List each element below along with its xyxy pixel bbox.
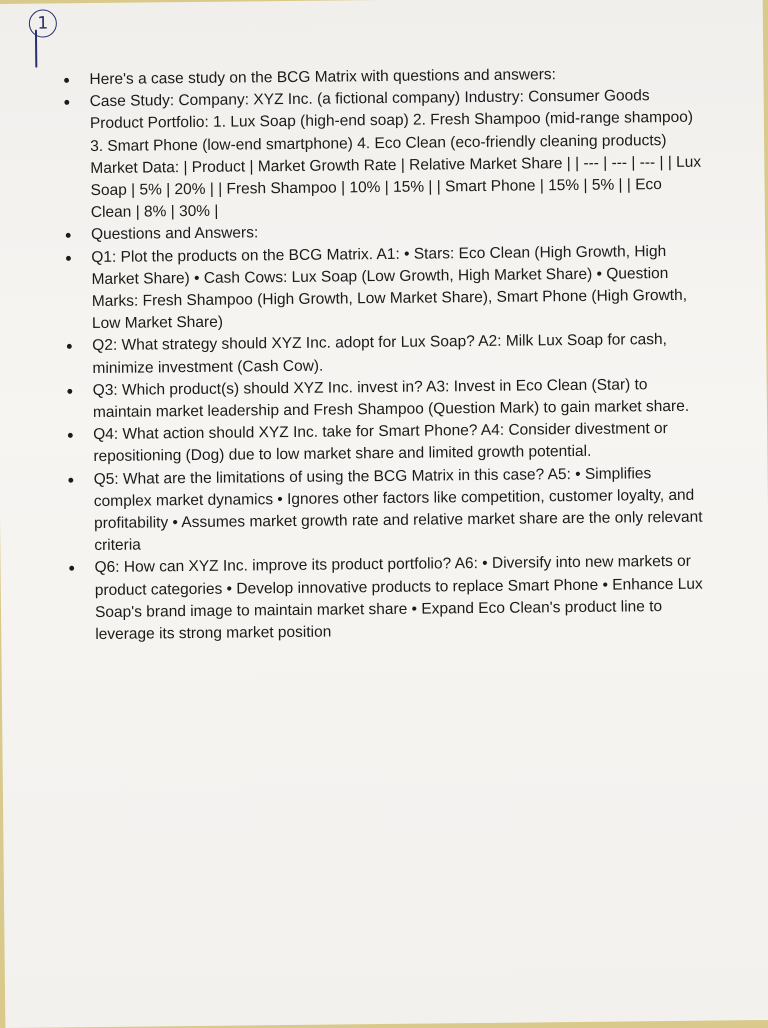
bullet-icon: • bbox=[68, 469, 75, 491]
bullet-icon: • bbox=[66, 336, 73, 358]
item-text: Questions and Answers: bbox=[91, 225, 258, 244]
margin-pen-line bbox=[35, 30, 37, 68]
item-text: Case Study: Company: XYZ Inc. (a fictional company) Industry: Consumer Goods Product Portfolio: 1. Lux Soap (high-end soap) 2. Fresh Shampoo (mid-range shampoo) 3. Smart Phone (low-end smartphone) 4. Eco Clean (eco-friendly cleaning products) Market Data: | Product | Market Growth Rate | Relative Market Share | | --- | --- | --- | | Lux Soap | 5% | 20% | | Fresh Shampoo | 10% | 15% | | Smart Phone | 15% | 5% | | Eco Clean | 8% | 30% | bbox=[90, 87, 702, 221]
page-number-circle bbox=[29, 9, 57, 37]
list-item bbox=[60, 462, 711, 558]
bullet-icon: • bbox=[64, 91, 71, 113]
list-item bbox=[58, 329, 708, 380]
item-text: Q4: What action should XYZ Inc. take for Smart Phone? A4: Consider divestment or repositioning (Dog) due to low market share and limited growth potential. bbox=[93, 420, 668, 465]
case-study-list bbox=[55, 63, 711, 647]
list-item bbox=[59, 418, 709, 469]
bullet-icon: • bbox=[65, 225, 72, 247]
list-item bbox=[56, 85, 707, 225]
bullet-icon: • bbox=[67, 424, 74, 446]
item-text: Q5: What are the limitations of using the BCG Matrix in this case? A5: • Simplifies complex market dynamics • Ignores other factors like competition, customer loyalty, and profitability • Assumes market growth rate and relative market share are the only relevant criteria bbox=[94, 465, 703, 554]
list-item bbox=[60, 551, 711, 647]
list-item bbox=[57, 240, 708, 336]
item-text: Q6: How can XYZ Inc. improve its product portfolio? A6: • Diversify into new markets or product categories • Develop innovative products to replace Smart Phone • Enhance Lux Soap's brand image to maintain market share • Expand Eco Clean's product line to leverage its strong market position bbox=[94, 553, 702, 643]
page-number: 1 bbox=[37, 13, 48, 33]
item-text: Q3: Which product(s) should XYZ Inc. invest in? A3: Invest in Eco Clean (Star) to maintain market leadership and Fresh Shampoo (Question Mark) to gain market share. bbox=[93, 376, 690, 421]
bullet-icon: • bbox=[63, 69, 70, 91]
list-item bbox=[59, 373, 709, 424]
bullet-icon: • bbox=[67, 380, 74, 402]
item-text: Q1: Plot the products on the BCG Matrix. A1: • Stars: Eco Clean (High Growth, High Market Share) • Cash Cows: Lux Soap (Low Growth, High Market Share) • Question Marks: Fresh Shampoo (High Growth, Low Market Share), Smart Phone (High Growth, Low Market Share) bbox=[91, 243, 687, 333]
bullet-icon: • bbox=[65, 247, 72, 269]
bullet-icon: • bbox=[68, 558, 75, 580]
item-text: Here's a case study on the BCG Matrix with questions and answers: bbox=[89, 66, 556, 88]
item-text: Q2: What strategy should XYZ Inc. adopt for Lux Soap? A2: Milk Lux Soap for cash, minimize investment (Cash Cow). bbox=[92, 331, 667, 376]
